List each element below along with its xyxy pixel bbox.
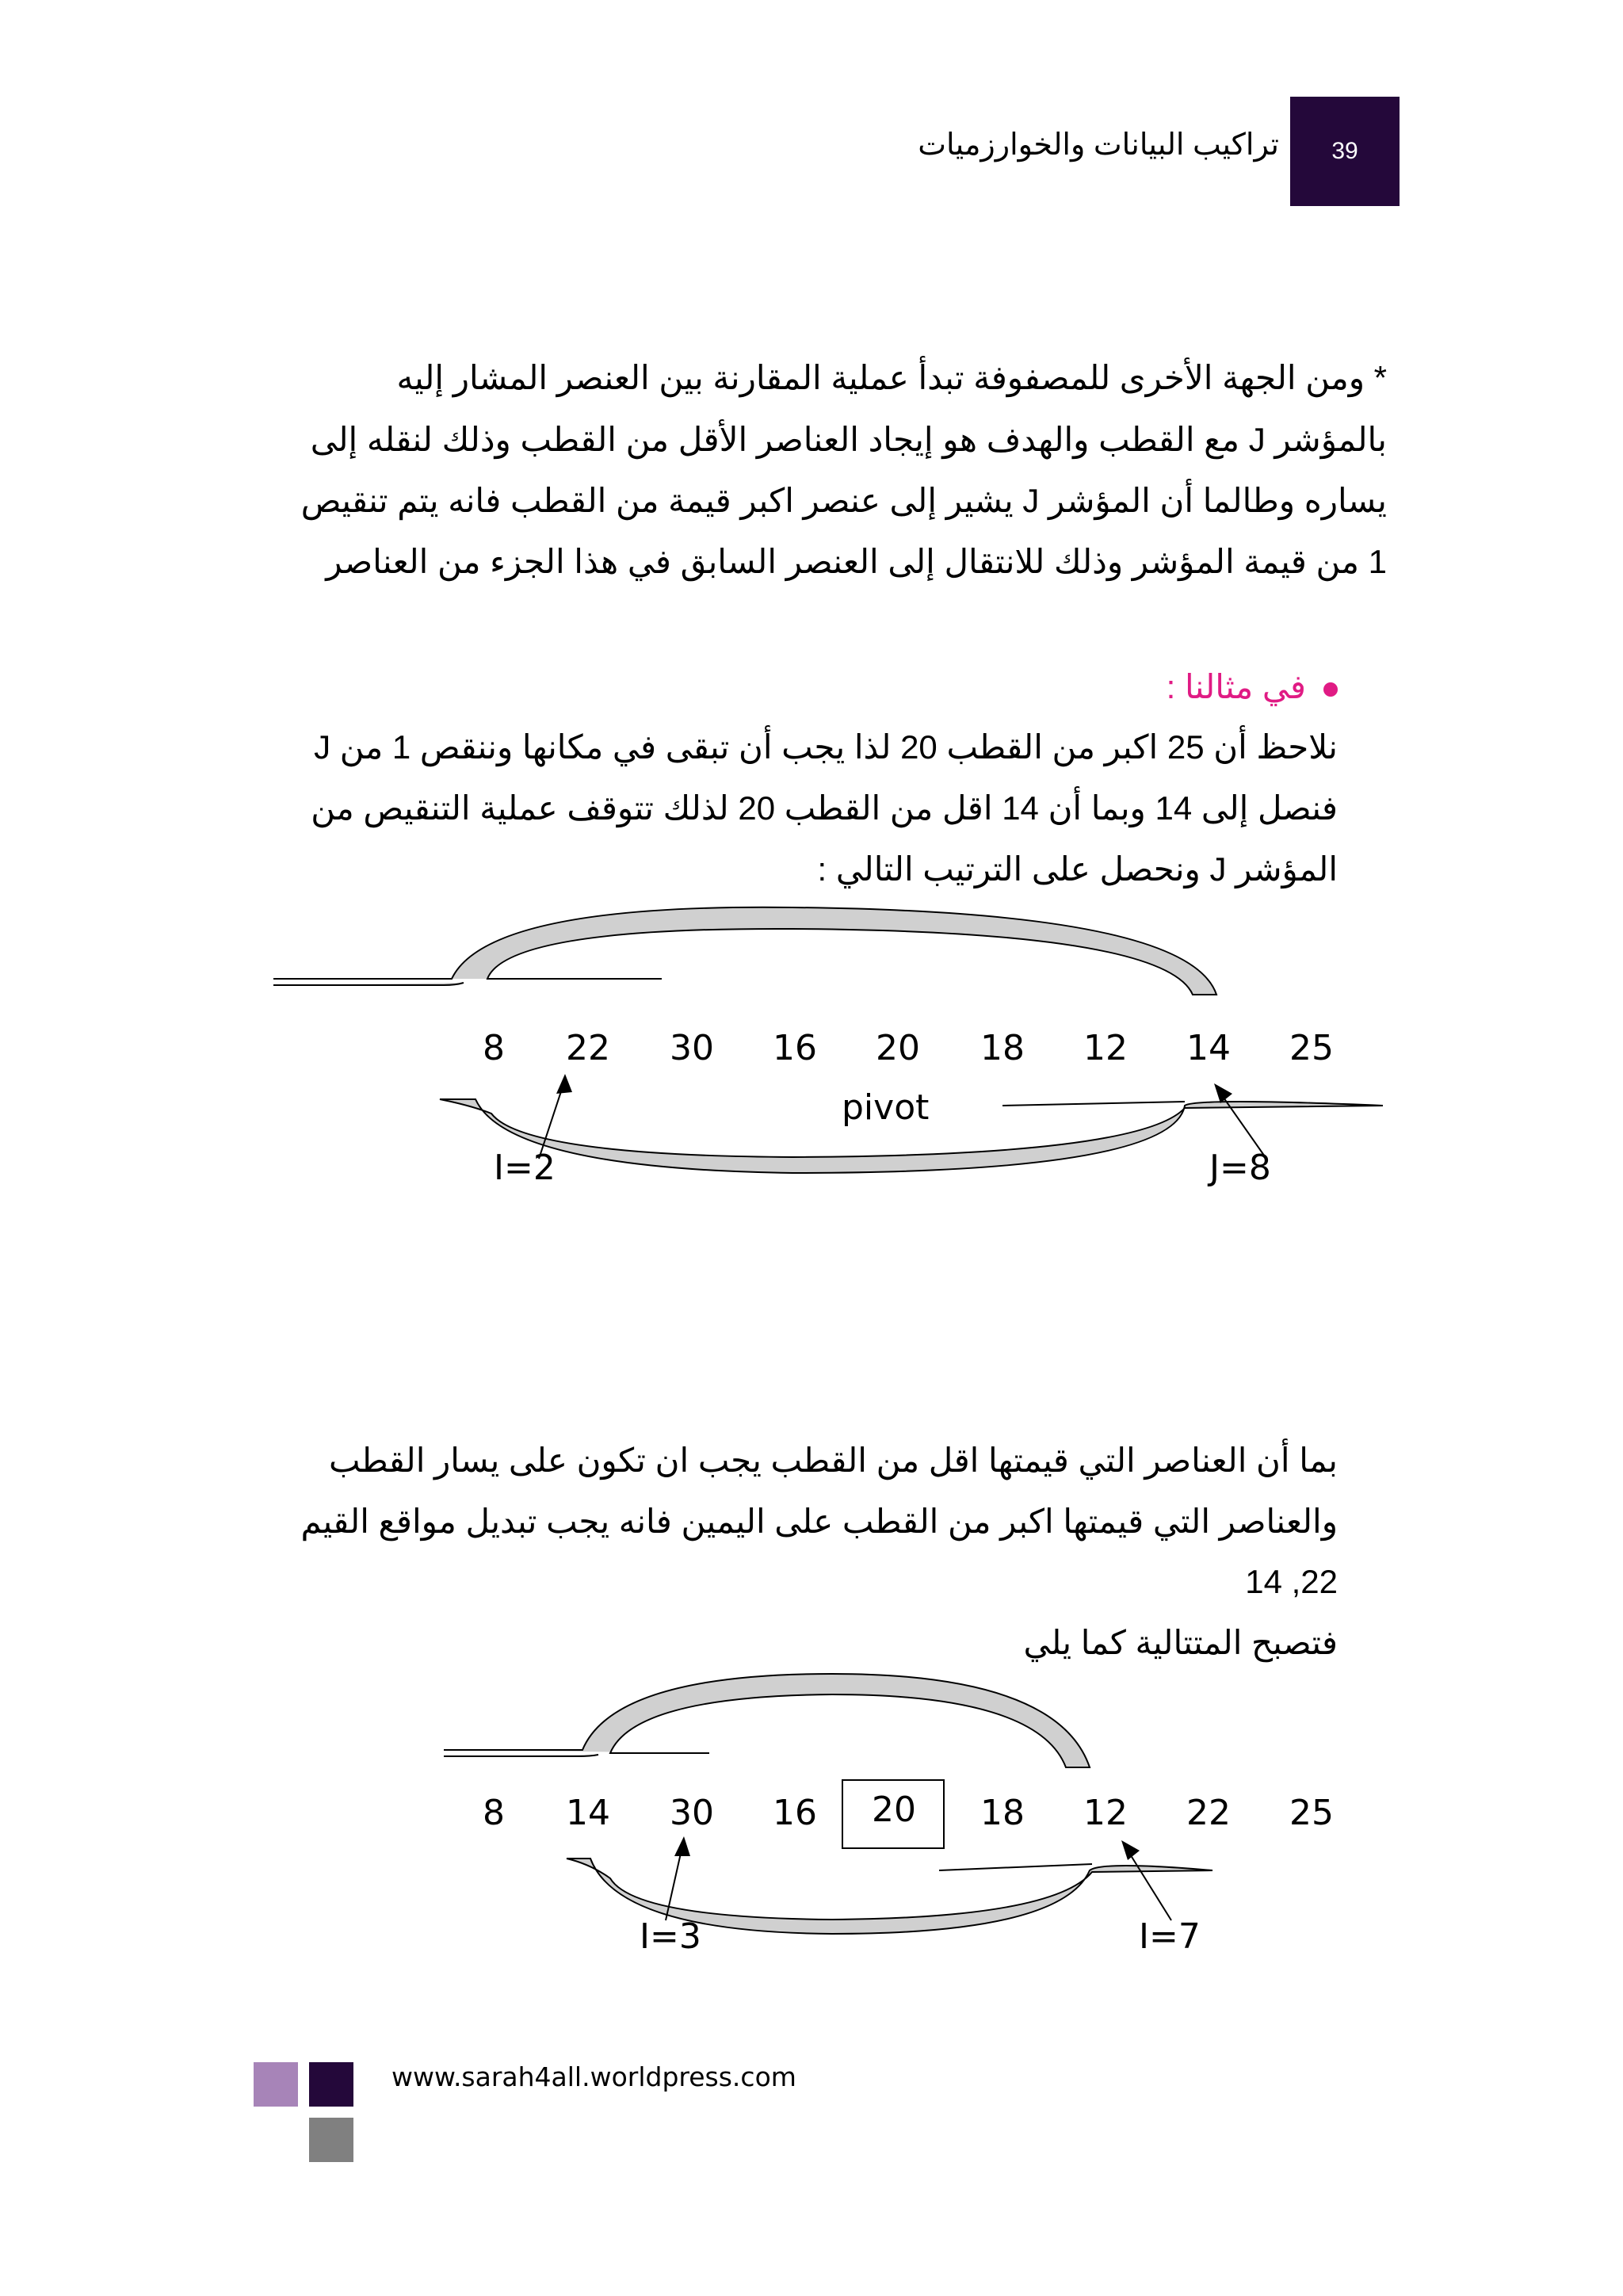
diagram1-value: 30 [670,1028,714,1068]
paragraph1-line: 1 من قيمة المؤشر وذلك للانتقال إلى العنصر السابق في هذا الجزء من العناصر [326,543,1387,580]
paragraph1-line: بالمؤشر J مع القطب والهدف هو إيجاد العناصر الأقل من القطب وذلك لنقله إلى [310,421,1387,458]
page-number: 39 [1290,97,1400,206]
diagram1-right-pointer-label: J=8 [1209,1148,1271,1188]
footer-square-dark [309,2062,353,2107]
diagram2-value: 18 [980,1793,1025,1833]
diagram1-value: 18 [980,1028,1025,1068]
example-heading-text: في مثالنا : [1166,668,1306,705]
diagram1-left-pointer-label: I=2 [494,1148,556,1188]
footer-url: www.sarah4all.worldpress.com [391,2061,796,2092]
diagram2-left-pointer-label: I=3 [640,1916,701,1957]
pivot-label: pivot [842,1087,930,1128]
diagram2-pivot-value: 20 [872,1790,916,1830]
footer-square-gray [309,2118,353,2162]
footer-square-light [254,2062,298,2107]
paragraph1-line: * ومن الجهة الأخرى للمصفوفة تبدأ عملية المقارنة بين العنصر المشار إليه [396,359,1387,396]
paragraph2-line: نلاحظ أن 25 اكبر من القطب 20 لذا يجب أن تبقى في مكانها وننقص 1 من J [314,728,1338,766]
paragraph3-line: فتصبح المتتالية كما يلي [1023,1624,1338,1661]
diagram2-j-arrowhead [1121,1840,1140,1860]
running-header-title: تراكيب البيانات والخوارزميات [918,128,1279,162]
diagram2-value: 12 [1083,1793,1128,1833]
paragraph2-line: المؤشر J ونحصل على الترتيب التالي : [817,850,1338,888]
diagram1-value: 25 [1289,1028,1334,1068]
diagram1-value: 8 [483,1028,505,1068]
diagram2-right-pointer-label: I=7 [1139,1916,1201,1957]
diagram2-value: 16 [773,1793,817,1833]
diagram1-value: 12 [1083,1028,1128,1068]
diagram2-top-arrow [444,1674,1090,1767]
diagram2-value: 25 [1289,1793,1334,1833]
paragraph1-line: يساره وطالما أن المؤشر J يشير إلى عنصر اكبر قيمة من القطب فانه يتم تنقيص [300,482,1387,519]
paragraph2-line: فنصل إلى 14 وبما أن 14 اقل من القطب 20 لذلك تتوقف عملية التنقيص من [311,789,1338,827]
diagram2-value: 22 [1186,1793,1231,1833]
paragraph3-line: 14 ,22 [1245,1563,1338,1600]
diagram2-value: 8 [483,1793,505,1833]
diagram1-value: 14 [1186,1028,1231,1068]
diagram1-value: 22 [566,1028,610,1068]
diagram1-value: 20 [876,1028,920,1068]
paragraph3-line: والعناصر التي قيمتها اكبر من القطب على اليمين فانه يجب تبديل مواقع القيم [300,1503,1338,1540]
diagram2-value: 30 [670,1793,714,1833]
paragraph3-line: بما أن العناصر التي قيمتها اقل من القطب يجب ان تكون على يسار القطب [328,1442,1338,1479]
diagram2-value: 14 [566,1793,610,1833]
diagram2-i-arrowhead [674,1836,690,1856]
diagram1-value: 16 [773,1028,817,1068]
